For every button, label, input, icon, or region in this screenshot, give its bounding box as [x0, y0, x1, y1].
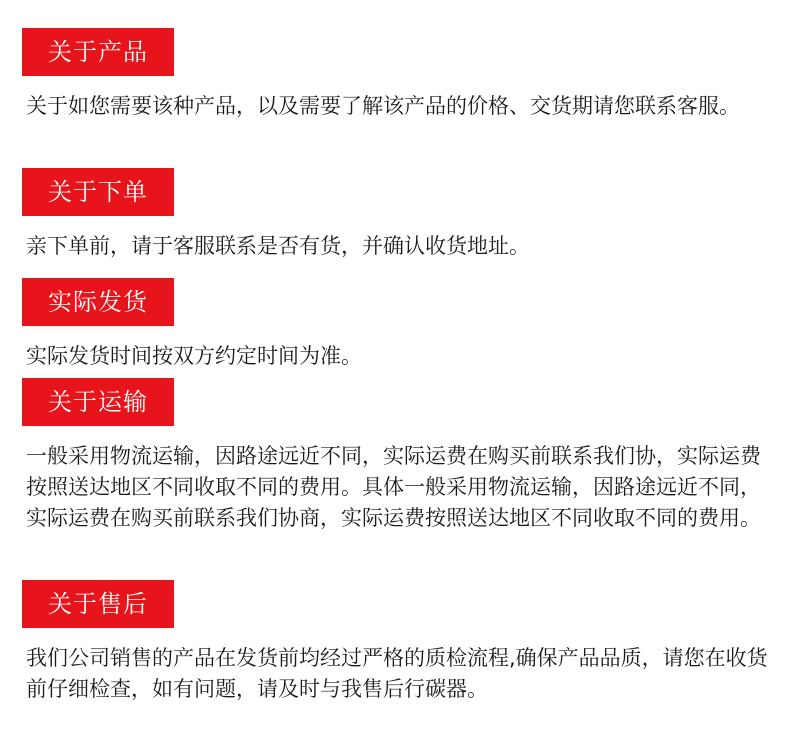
section-text-transport: 一般采用物流运输，因路途远近不同，实际运费在购买前联系我们协，实际运费按照送达地区不同收取不同的费用。具体一般采用物流运输，因路途远近不同，实际运费在购买前联系我们协商，实际运费按照送达地区不同收取不同的费用。 — [26, 444, 761, 530]
section-text-order: 亲下单前，请于客服联系是否有货，并确认收货地址。 — [26, 234, 530, 258]
section-body-transport — [26, 441, 774, 534]
section-body-shipping-time — [26, 341, 774, 372]
section-text-product: 关于如您需要该种产品，以及需要了解该产品的价格、交货期请您联系客服。 — [26, 94, 740, 118]
section-body-product — [26, 91, 774, 122]
section-text-after-sales: 我们公司销售的产品在发货前均经过严格的质检流程,确保产品品质，请您在收货前仔细检查，如有问题，请及时与我售后行碳器。 — [26, 646, 768, 701]
section-title-product: 关于产品 — [22, 28, 174, 76]
section-title-shipping-time: 实际发货 — [22, 278, 174, 326]
section-title-after-sales: 关于售后 — [22, 580, 174, 628]
section-title-transport: 关于运输 — [22, 378, 174, 426]
section-body-order — [26, 231, 774, 262]
section-title-order: 关于下单 — [22, 168, 174, 216]
section-body-after-sales — [26, 643, 774, 705]
section-text-shipping-time: 实际发货时间按双方约定时间为准。 — [26, 344, 362, 368]
